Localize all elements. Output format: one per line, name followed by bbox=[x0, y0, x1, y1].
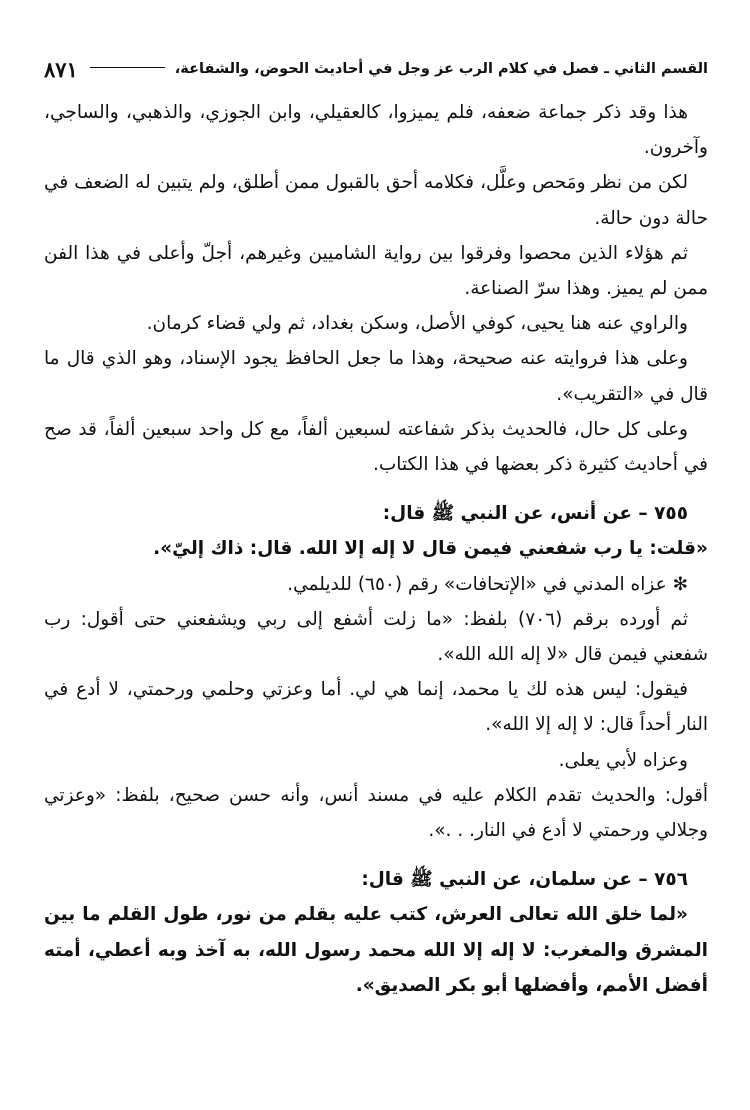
section-spacer bbox=[44, 848, 708, 862]
hadith-755-variant: ثم أورده برقم (٧٠٦) بلفظ: «ما زلت أشفع إلى ربي ويشفعني حتى أقول: رب شفعني فيمن قال «لا إله الله الله». bbox=[44, 608, 708, 666]
hadith-755-variant-continued: فيقول: ليس هذه لك يا محمد، إنما هي لي. أما وعزتي وحلمي ورحمتي، لا أدع في النار أحداً قال: لا إله إلا الله». bbox=[44, 679, 708, 736]
header-title: القسم الثاني ـ فصل في كلام الرب عز وجل في أحاديث الحوض، والشفاعة، bbox=[174, 61, 708, 77]
hadith-756-heading: ٧٥٦ – عن سلمان، عن النبي ﷺ قال: bbox=[361, 869, 688, 891]
paragraph-weak-narrators: هذا وقد ذكر جماعة ضعفه، فلم يميزوا، كالعقيلي، وابن الجوزي، والذهبي، والساجي، وآخرون. bbox=[44, 102, 708, 159]
hadith-755-text: «قلت: يا رب شفعني فيمن قال لا إله إلا الله. قال: ذاك إليّ». bbox=[153, 538, 708, 560]
paragraph-sound-narration: وعلى هذا فروايته عنه صحيحة، وهذا ما جعل الحافظ يجود الإسناد، وهو الذي قال ما قال في «التقريب». bbox=[44, 348, 708, 405]
paragraph-seventy-thousand: وعلى كل حال، فالحديث بذكر شفاعته لسبعين ألفاً، مع كل واحد سبعين ألفاً، قد صح في أحاديث كثيرة ذكر بعضها في هذا الكتاب. bbox=[44, 418, 708, 476]
paragraph-scrutiny: لكن من نظر ومَحص وعلَّل، فكلامه أحق بالقبول ممن أطلق، ولم يتبين له الضعف في حالة دون حالة. bbox=[44, 172, 708, 229]
paragraph-narrator-yahya: والراوي عنه هنا يحيى، كوفي الأصل، وسكن بغداد، ثم ولي قضاء كرمان. bbox=[146, 313, 688, 335]
running-header bbox=[44, 52, 708, 86]
page-body bbox=[44, 95, 708, 1003]
paragraph-distinguishers: ثم هؤلاء الذين محصوا وفرقوا بين رواية الشاميين وغيرهم، أجلّ وأعلى في هذا الفن ممن لم يميز. وهذا سرّ الصناعة. bbox=[44, 242, 708, 300]
header-rule bbox=[90, 67, 165, 68]
hadith-755-attribution: ✻ عزاه المدني في «الإتحافات» رقم (٦٥٠) للديلمي. bbox=[287, 573, 688, 595]
hadith-755-abu-yala: وعزاه لأبي يعلى. bbox=[558, 749, 688, 771]
page-number: ٨٧١ bbox=[44, 56, 78, 82]
hadith-756-text: «لما خلق الله تعالى العرش، كتب عليه بقلم من نور، طول القلم ما بين المشرق والمغرب: لا إله إلا الله محمد رسول الله، به آخذ وبه أعطي، أمته أفضل الأمم، وأفضلها أبو بكر الصديق». bbox=[44, 904, 708, 996]
book-page bbox=[44, 52, 708, 1003]
hadith-755-author-comment: أقول: والحديث تقدم الكلام عليه في مسند أنس، وأنه حسن صحيح، بلفظ: «وعزتي وجلالي ورحمتي لا أدع في النار. . .». bbox=[44, 784, 708, 842]
section-spacer bbox=[44, 482, 708, 496]
hadith-755-heading: ٧٥٥ – عن أنس، عن النبي ﷺ قال: bbox=[382, 503, 688, 525]
